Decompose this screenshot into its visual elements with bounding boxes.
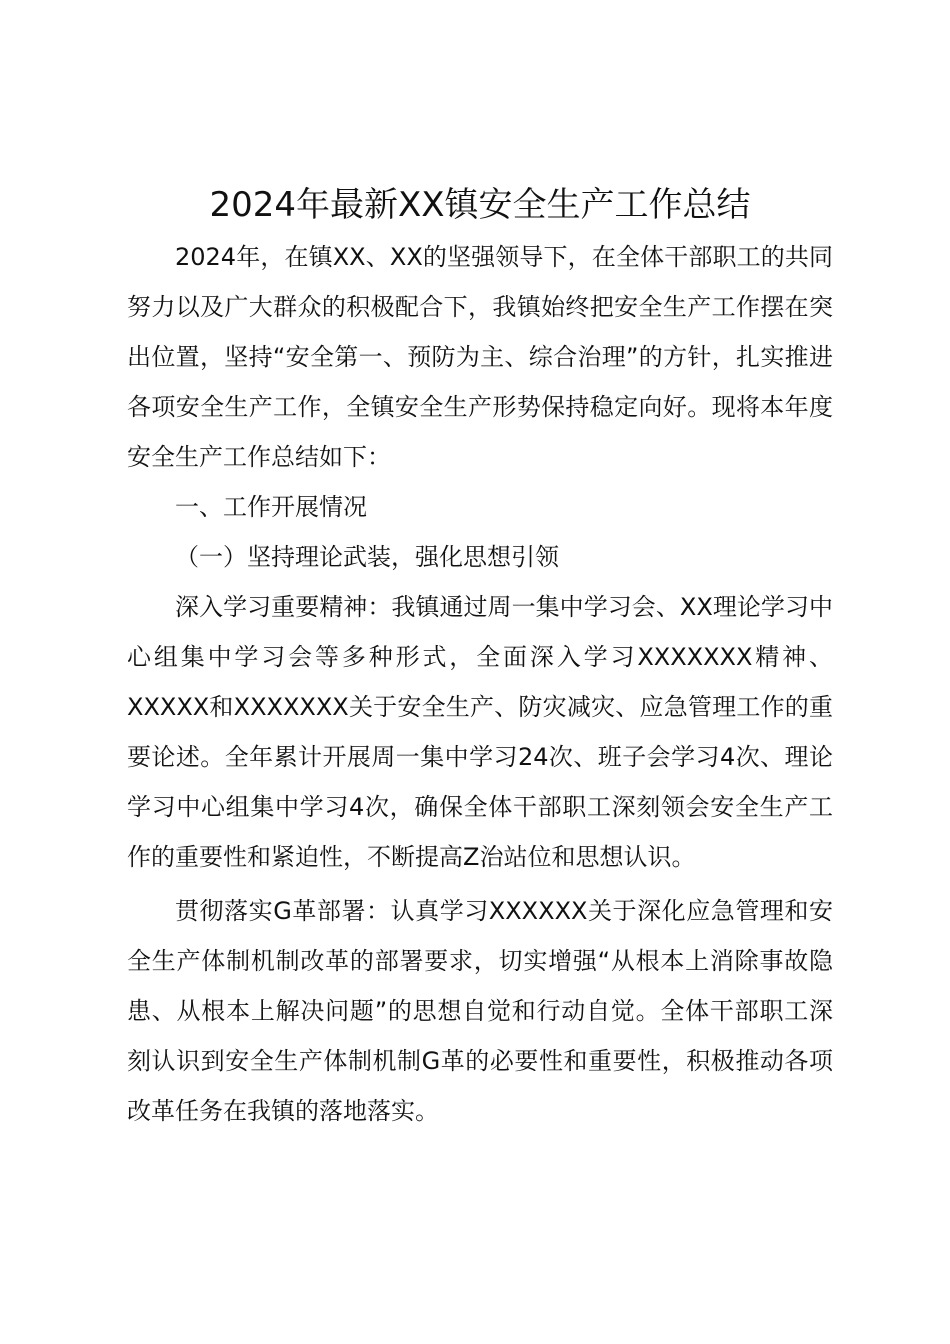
body-paragraph-study: 深入学习重要精神：我镇通过周一集中学习会、XX理论学习中心组集中学习会等多种形式，全面深入学习XXXXXXX精神、XXXXX和XXXXXXX关于安全生产、防灾减灾、应急管理工作的重要论述。全年累计开展周一集中学习24次、班子会学习4次、理论学习中心组集中学习4次，确保全体干部职工深刻领会安全生产工作的重要性和紧迫性，不断提高Z治站位和思想认识。 (127, 593, 833, 871)
subsection-heading: （一）坚持理论武装，强化思想引领 (175, 543, 559, 571)
intro-paragraph: 2024年，在镇XX、XX的坚强领导下，在全体干部职工的共同努力以及广大群众的积极配合下，我镇始终把安全生产工作摆在突出位置，坚持“安全第一、预防为主、综合治理”的方针，扎实推进各项安全生产工作，全镇安全生产形势保持稳定向好。现将本年度安全生产工作总结如下： (127, 243, 833, 471)
document-body (127, 180, 833, 1136)
document-title: 2024年最新XX镇安全生产工作总结 (209, 185, 751, 225)
body-paragraph-reform: 贯彻落实G革部署：认真学习XXXXXX关于深化应急管理和安全生产体制机制改革的部署要求，切实增强“从根本上消除事故隐患、从根本上解决问题”的思想自觉和行动自觉。全体干部职工深刻认识到安全生产体制机制G革的必要性和重要性，积极推动各项改革任务在我镇的落地落实。 (127, 897, 833, 1125)
section-heading: 一、工作开展情况 (175, 493, 367, 521)
